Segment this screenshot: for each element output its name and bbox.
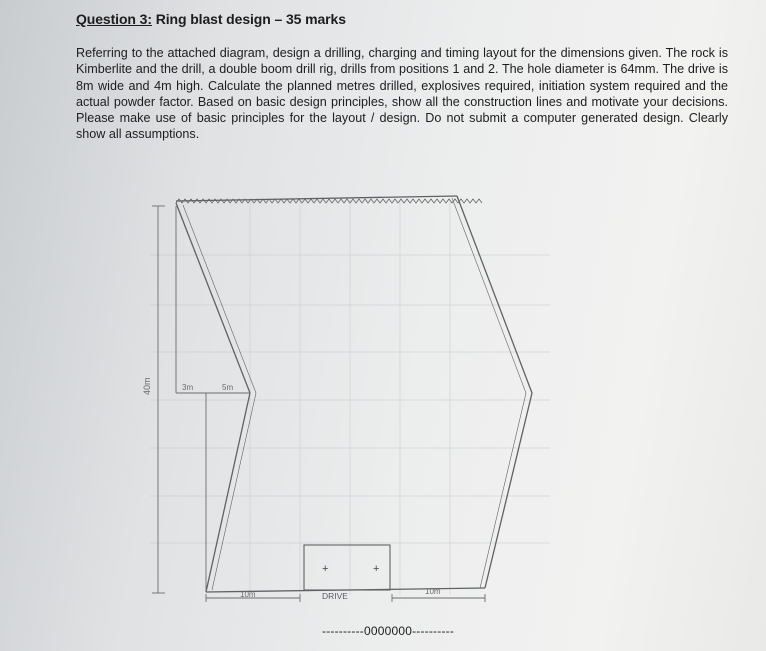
drill-position-2: + — [373, 563, 380, 575]
orebody-outline — [176, 196, 532, 592]
ring-blast-diagram — [0, 180, 766, 620]
question-heading — [76, 11, 346, 27]
offset-label-left: 3m — [182, 383, 194, 392]
grid-lines — [150, 200, 550, 595]
drive-label: DRIVE — [322, 591, 348, 601]
dimension-lines — [152, 206, 485, 602]
bottom-left-label: 10m — [240, 590, 256, 599]
end-marker: ----------0000000---------- — [322, 624, 455, 638]
height-label: 40m — [142, 377, 152, 395]
bottom-right-label: 10m — [425, 587, 441, 596]
drill-position-1: + — [322, 563, 329, 575]
question-label: Question 3: — [76, 11, 152, 27]
question-body: Referring to the attached diagram, design a drilling, charging and timing layout for the dimensions given. The rock is Kimberlite and the drill, a double boom drill rig, drills from positions 1 and 2. The hole diameter is 64mm. The drive is 8m wide and 4m high. Calculate the planned metres drilled, explosives required, initiation system required and the actual powder factor. Based on basic design principles, show all the construction lines and motivate your decisions. Please make use of basic principles for the layout / design. Do not submit a computer generated design. Clearly show all assumptions. — [76, 46, 728, 142]
question-title: Ring blast design – 35 marks — [155, 11, 346, 27]
offset-label-right: 5m — [222, 383, 234, 392]
